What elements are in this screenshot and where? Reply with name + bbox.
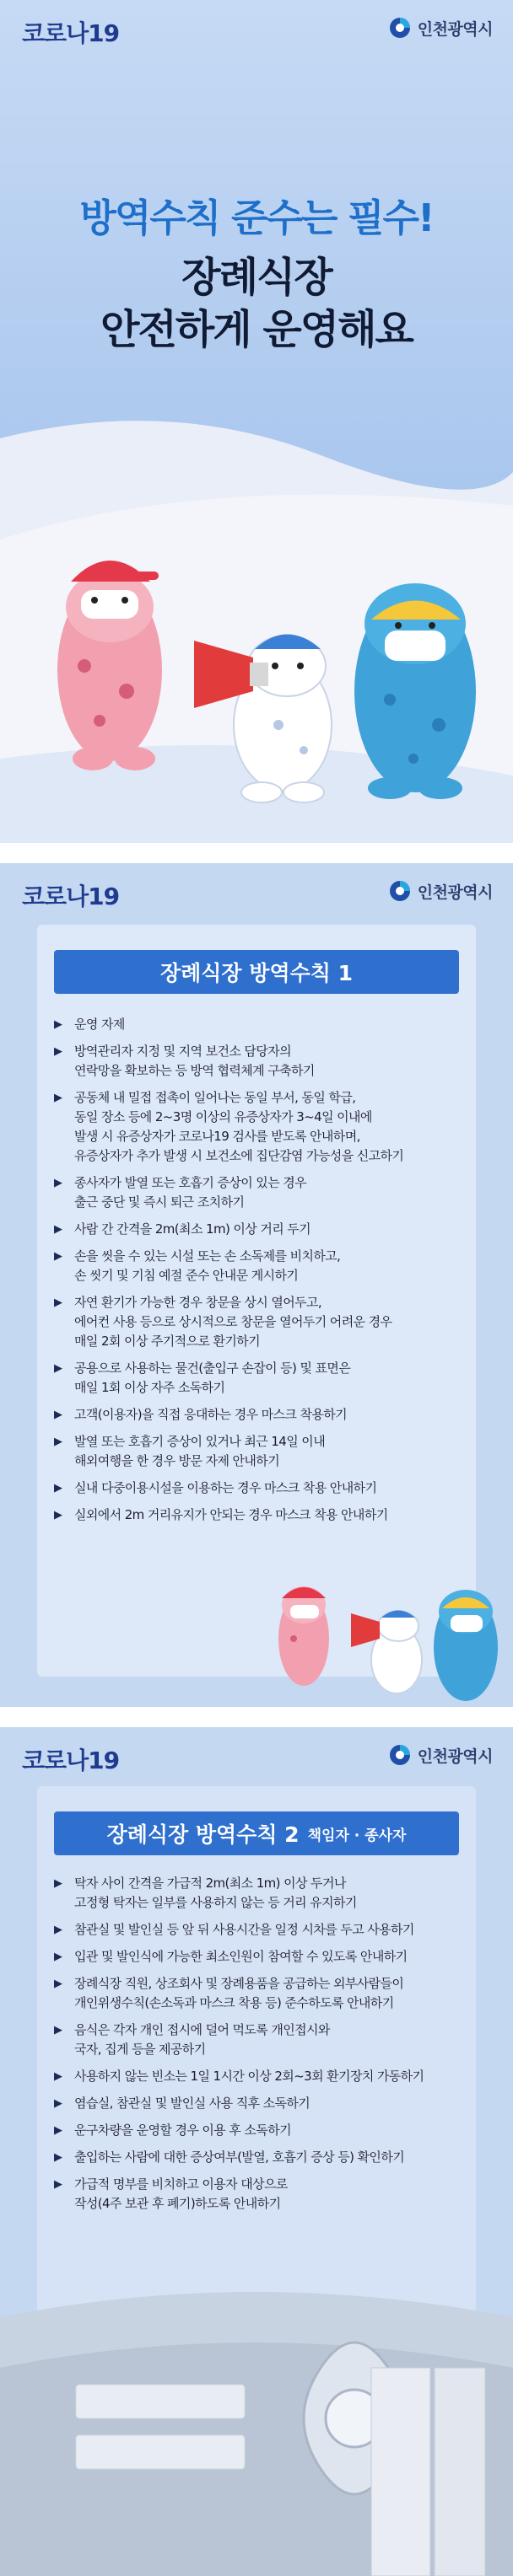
rule-text: 국자, 집게 등을 제공하기	[74, 2042, 206, 2057]
funeral-ribbon-illustration	[0, 1727, 513, 2576]
rule-text: ▶ 방역관리자 지정 및 지역 보건소 담당자의	[74, 1044, 291, 1059]
rule-text: ▶ 운구차량을 운영할 경우 이용 후 소독하기	[74, 2123, 291, 2138]
white-mascot	[194, 635, 332, 803]
hero-title-line1: 장례식장	[181, 254, 332, 301]
city-name: 인천광역시	[417, 19, 493, 39]
section-title-text: 장례식장 방역수칙 2	[106, 1822, 300, 1847]
rule-text: ▶ 운영 자제	[74, 1017, 125, 1032]
brand-label: 코로나19	[22, 1747, 120, 1774]
rule-text: 고정형 탁자는 일부를 사용하지 않는 등 거리 유지하기	[74, 1895, 357, 1910]
rule-text: 매일 1회 이상 자주 소독하기	[74, 1380, 225, 1395]
rule-text: ▶ 입관 및 발인식에 가능한 최소인원이 참여할 수 있도록 안내하기	[74, 1949, 408, 1964]
rule-text: 발생 시 유증상자가 코로나19 검사를 받도록 안내하며,	[74, 1129, 360, 1144]
mascot-illustration	[0, 0, 513, 843]
rule-text: ▶ 손을 씻을 수 있는 시설 또는 손 소독제를 비치하고,	[74, 1248, 341, 1264]
hero-title-line2: 안전하게 운영해요	[100, 306, 413, 353]
mascot-illustration-small	[0, 863, 513, 1707]
rule-text: 에어컨 사용 등으로 상시적으로 창문을 열어두기 어려운 경우	[74, 1314, 392, 1329]
rules-card-2	[0, 1727, 513, 2576]
intro-card	[0, 0, 513, 843]
pink-mascot	[57, 561, 162, 770]
rule-text: ▶ 사용하지 않는 빈소는 1일 1시간 이상 2회~3회 환기장치 가동하기	[74, 2069, 424, 2084]
rule-text: ▶ 염습실, 참관실 및 발인실 사용 직후 소독하기	[74, 2096, 310, 2111]
rule-text: ▶ 사람 간 간격을 2m(최소 1m) 이상 거리 두기	[74, 1221, 311, 1237]
rule-text: ▶ 참관실 및 발인실 등 앞 뒤 사용시간을 일정 시차를 두고 사용하기	[74, 1922, 414, 1937]
rule-text: ▶ 실내 다중이용시설을 이용하는 경우 마스크 착용 안내하기	[74, 1480, 377, 1495]
rule-text: ▶ 공동체 내 밀접 접촉이 일어나는 동일 부서, 동일 학급,	[74, 1090, 356, 1105]
rule-text: 작성(4주 보관 후 폐기)하도록 안내하기	[74, 2196, 281, 2211]
white-mascot	[351, 1611, 422, 1694]
rule-text: 해외여행을 한 경우 방문 자제 안내하기	[74, 1453, 280, 1468]
rule-text: ▶ 장례식장 직원, 상조회사 및 장례용품을 공급하는 외부사람들이	[74, 1976, 404, 1991]
rule-text: 연락망을 확보하는 등 방역 협력체계 구축하기	[74, 1063, 315, 1078]
rule-text: ▶ 고객(이용자)을 직접 응대하는 경우 마스크 착용하기	[74, 1407, 348, 1422]
city-name: 인천광역시	[417, 1747, 493, 1766]
rules-card-1	[0, 863, 513, 1707]
rule-text: 출근 중단 및 즉시 퇴근 조치하기	[74, 1194, 245, 1210]
rule-text: 손 씻기 및 기침 예절 준수 안내문 게시하기	[74, 1268, 299, 1283]
rule-text: ▶ 공용으로 사용하는 물건(출입구 손잡이 등) 및 표면은	[74, 1360, 351, 1376]
brand-label: 코로나19	[22, 19, 120, 47]
rule-text: 동일 장소 등에 2~3명 이상의 유증상자가 3~4일 이내에	[74, 1109, 372, 1124]
blue-mascot	[354, 583, 476, 799]
hero-headline: 방역수칙 준수는 필수!	[79, 196, 434, 240]
rule-text: ▶ 종사자가 발열 또는 호흡기 증상이 있는 경우	[74, 1175, 307, 1190]
rule-text: 개인위생수칙(손소독과 마스크 착용 등) 준수하도록 안내하기	[74, 1995, 394, 2010]
rule-text: ▶ 가급적 명부를 비치하고 이용자 대상으로	[74, 2176, 288, 2192]
rule-text: ▶ 탁자 사이 간격을 가급적 2m(최소 1m) 이상 두거나	[74, 1876, 346, 1891]
blue-mascot	[434, 1590, 498, 1701]
section-subtitle: 책임자 · 종사자	[307, 1827, 407, 1844]
pink-mascot	[278, 1586, 329, 1686]
rule-text: ▶ 출입하는 사람에 대한 증상여부(발열, 호흡기 증상 등) 확인하기	[74, 2149, 405, 2165]
rule-text: ▶ 음식은 각자 개인 접시에 덜어 먹도록 개인접시와	[74, 2022, 330, 2037]
rule-text: ▶ 자연 환기가 가능한 경우 창문을 상시 열어두고,	[74, 1295, 322, 1310]
rule-text: 유증상자가 추가 발생 시 보건소에 집단감염 가능성을 신고하기	[74, 1148, 404, 1163]
city-name: 인천광역시	[417, 883, 493, 902]
brand-label: 코로나19	[22, 883, 120, 910]
section-title-text: 장례식장 방역수칙 1	[159, 961, 353, 985]
rule-text: ▶ 발열 또는 호흡기 증상이 있거나 최근 14일 이내	[74, 1434, 326, 1449]
rule-text: ▶ 실외에서 2m 거리유지가 안되는 경우 마스크 착용 안내하기	[74, 1507, 388, 1522]
rule-text: 매일 2회 이상 주기적으로 환기하기	[74, 1334, 261, 1349]
